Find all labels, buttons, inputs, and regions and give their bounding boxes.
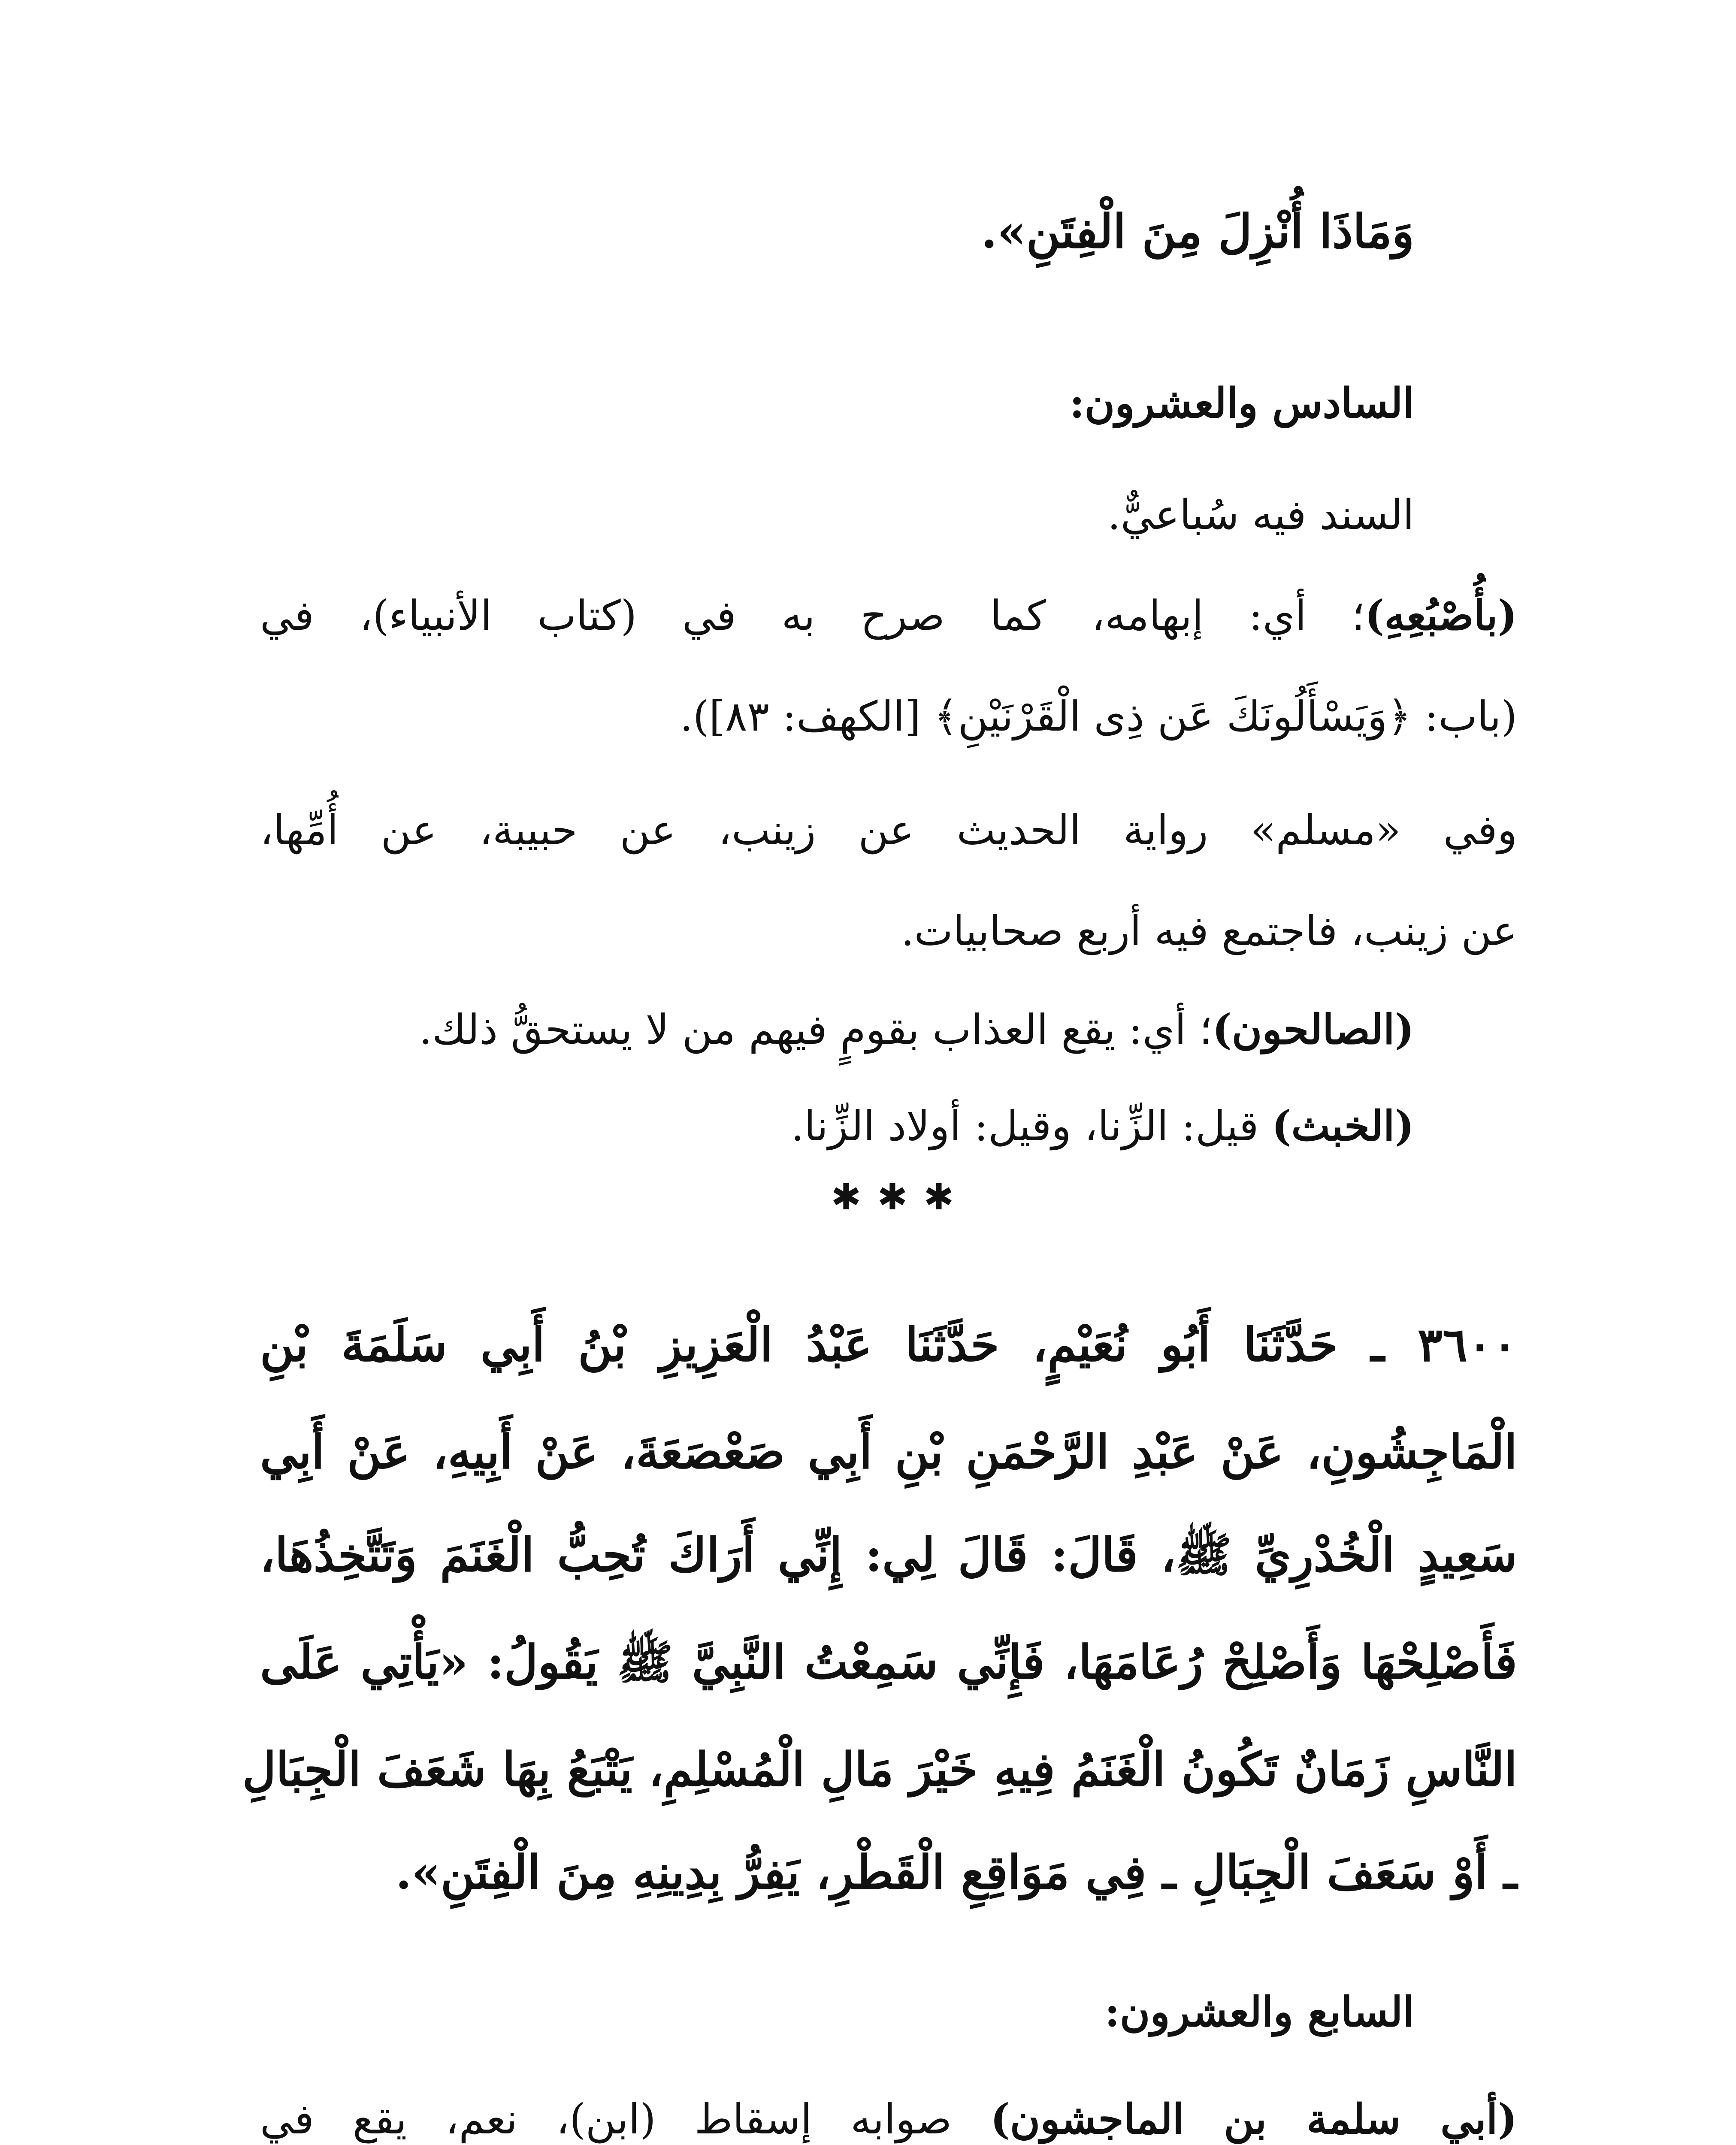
text-line-3: السند فيه سُباعيٌّ.	[1107, 491, 1414, 539]
hadith-line-1: ٣٦٠٠ ـ حَدَّثَنَا أَبُو نُعَيْمٍ، حَدَّثَنَا عَبْدُ الْعَزِيزِ بْنُ أَبِي سَلَمَةَ بْنِ	[260, 1318, 1517, 1372]
section-heading-27: السابع والعشرون:	[1104, 1988, 1414, 2036]
separator-star: ✱	[877, 1176, 908, 1218]
keyword-term: (أبي سلمة بن الماجشون)	[990, 2095, 1518, 2143]
text-line-4	[260, 590, 1517, 641]
text-line-8	[213, 1004, 1414, 1055]
text-line-9	[299, 1100, 1414, 1152]
hadith-line-2: الْمَاجِشُونِ، عَنْ عَبْدِ الرَّحْمَنِ بْنِ أَبِي صَعْصَعَةَ، عَنْ أَبِيهِ، عَنْ أَبِي	[260, 1425, 1517, 1479]
text-line-6: وفي «مسلم» رواية الحديث عن زينب، عن حبيبة، عن أُمِّها،	[260, 806, 1517, 854]
text-line-11	[260, 2094, 1517, 2145]
hadith-line-4: فَأَصْلِحْهَا وَأَصْلِحْ رُعَامَهَا، فَإِنِّي سَمِعْتُ النَّبِيَّ ﷺ يَقُولُ: «يَأْتِي عَلَى	[260, 1635, 1517, 1689]
keyword-term: (الصالحون)	[1212, 1005, 1414, 1054]
text-line-5: (باب: ﴿وَيَسْأَلُونَكَ عَن ذِى الْقَرْنَيْنِ﴾ [الكهف: ٨٣]).	[680, 692, 1517, 740]
commentary-text: ؛ أي: إبهامه، كما صرح به في (كتاب الأنبياء)، في	[260, 592, 1365, 640]
commentary-text: قيل: الزِّنا، وقيل: أولاد الزِّنا.	[791, 1102, 1272, 1150]
keyword-term: (بأُصْبُعِهِ)	[1364, 591, 1517, 640]
hadith-line-5: النَّاسِ زَمَانٌ تَكُونُ الْغَنَمُ فِيهِ خَيْرَ مَالِ الْمُسْلِمِ، يَتْبَعُ بِهَا شَعَفَ الْجِبَالِ	[242, 1743, 1517, 1797]
hadith-line-3: سَعِيدٍ الْخُدْرِيِّ ﷺ، قَالَ: قَالَ لِي: إِنِّي أَرَاكَ تُحِبُّ الْغَنَمَ وَتَتَّخِذُهَا،	[260, 1528, 1517, 1582]
commentary-text: صوابه إسقاط (ابن)، نعم، يقع في	[260, 2095, 991, 2143]
commentary-text: ؛ أي: يقع العذاب بقومٍ فيهم من لا يستحقُّ ذلك.	[419, 1006, 1213, 1054]
hadith-line-6: ـ أَوْ سَعَفَ الْجِبَالِ ـ فِي مَوَاقِعِ الْقَطْرِ، يَفِرُّ بِدِينِهِ مِنَ الْفِتَنِ».	[395, 1846, 1517, 1900]
text-line-7: عن زينب، فاجتمع فيه أربع صحابيات.	[901, 907, 1517, 955]
separator-star: ✱	[923, 1176, 954, 1218]
separator-star: ✱	[831, 1176, 862, 1218]
section-heading-26: السادس والعشرون:	[1069, 379, 1414, 427]
text-line-1: وَمَاذَا أُنْزِلَ مِنَ الْفِتَنِ».	[981, 205, 1414, 259]
section-separator	[828, 1175, 957, 1218]
keyword-term: (الخبث)	[1272, 1102, 1414, 1150]
